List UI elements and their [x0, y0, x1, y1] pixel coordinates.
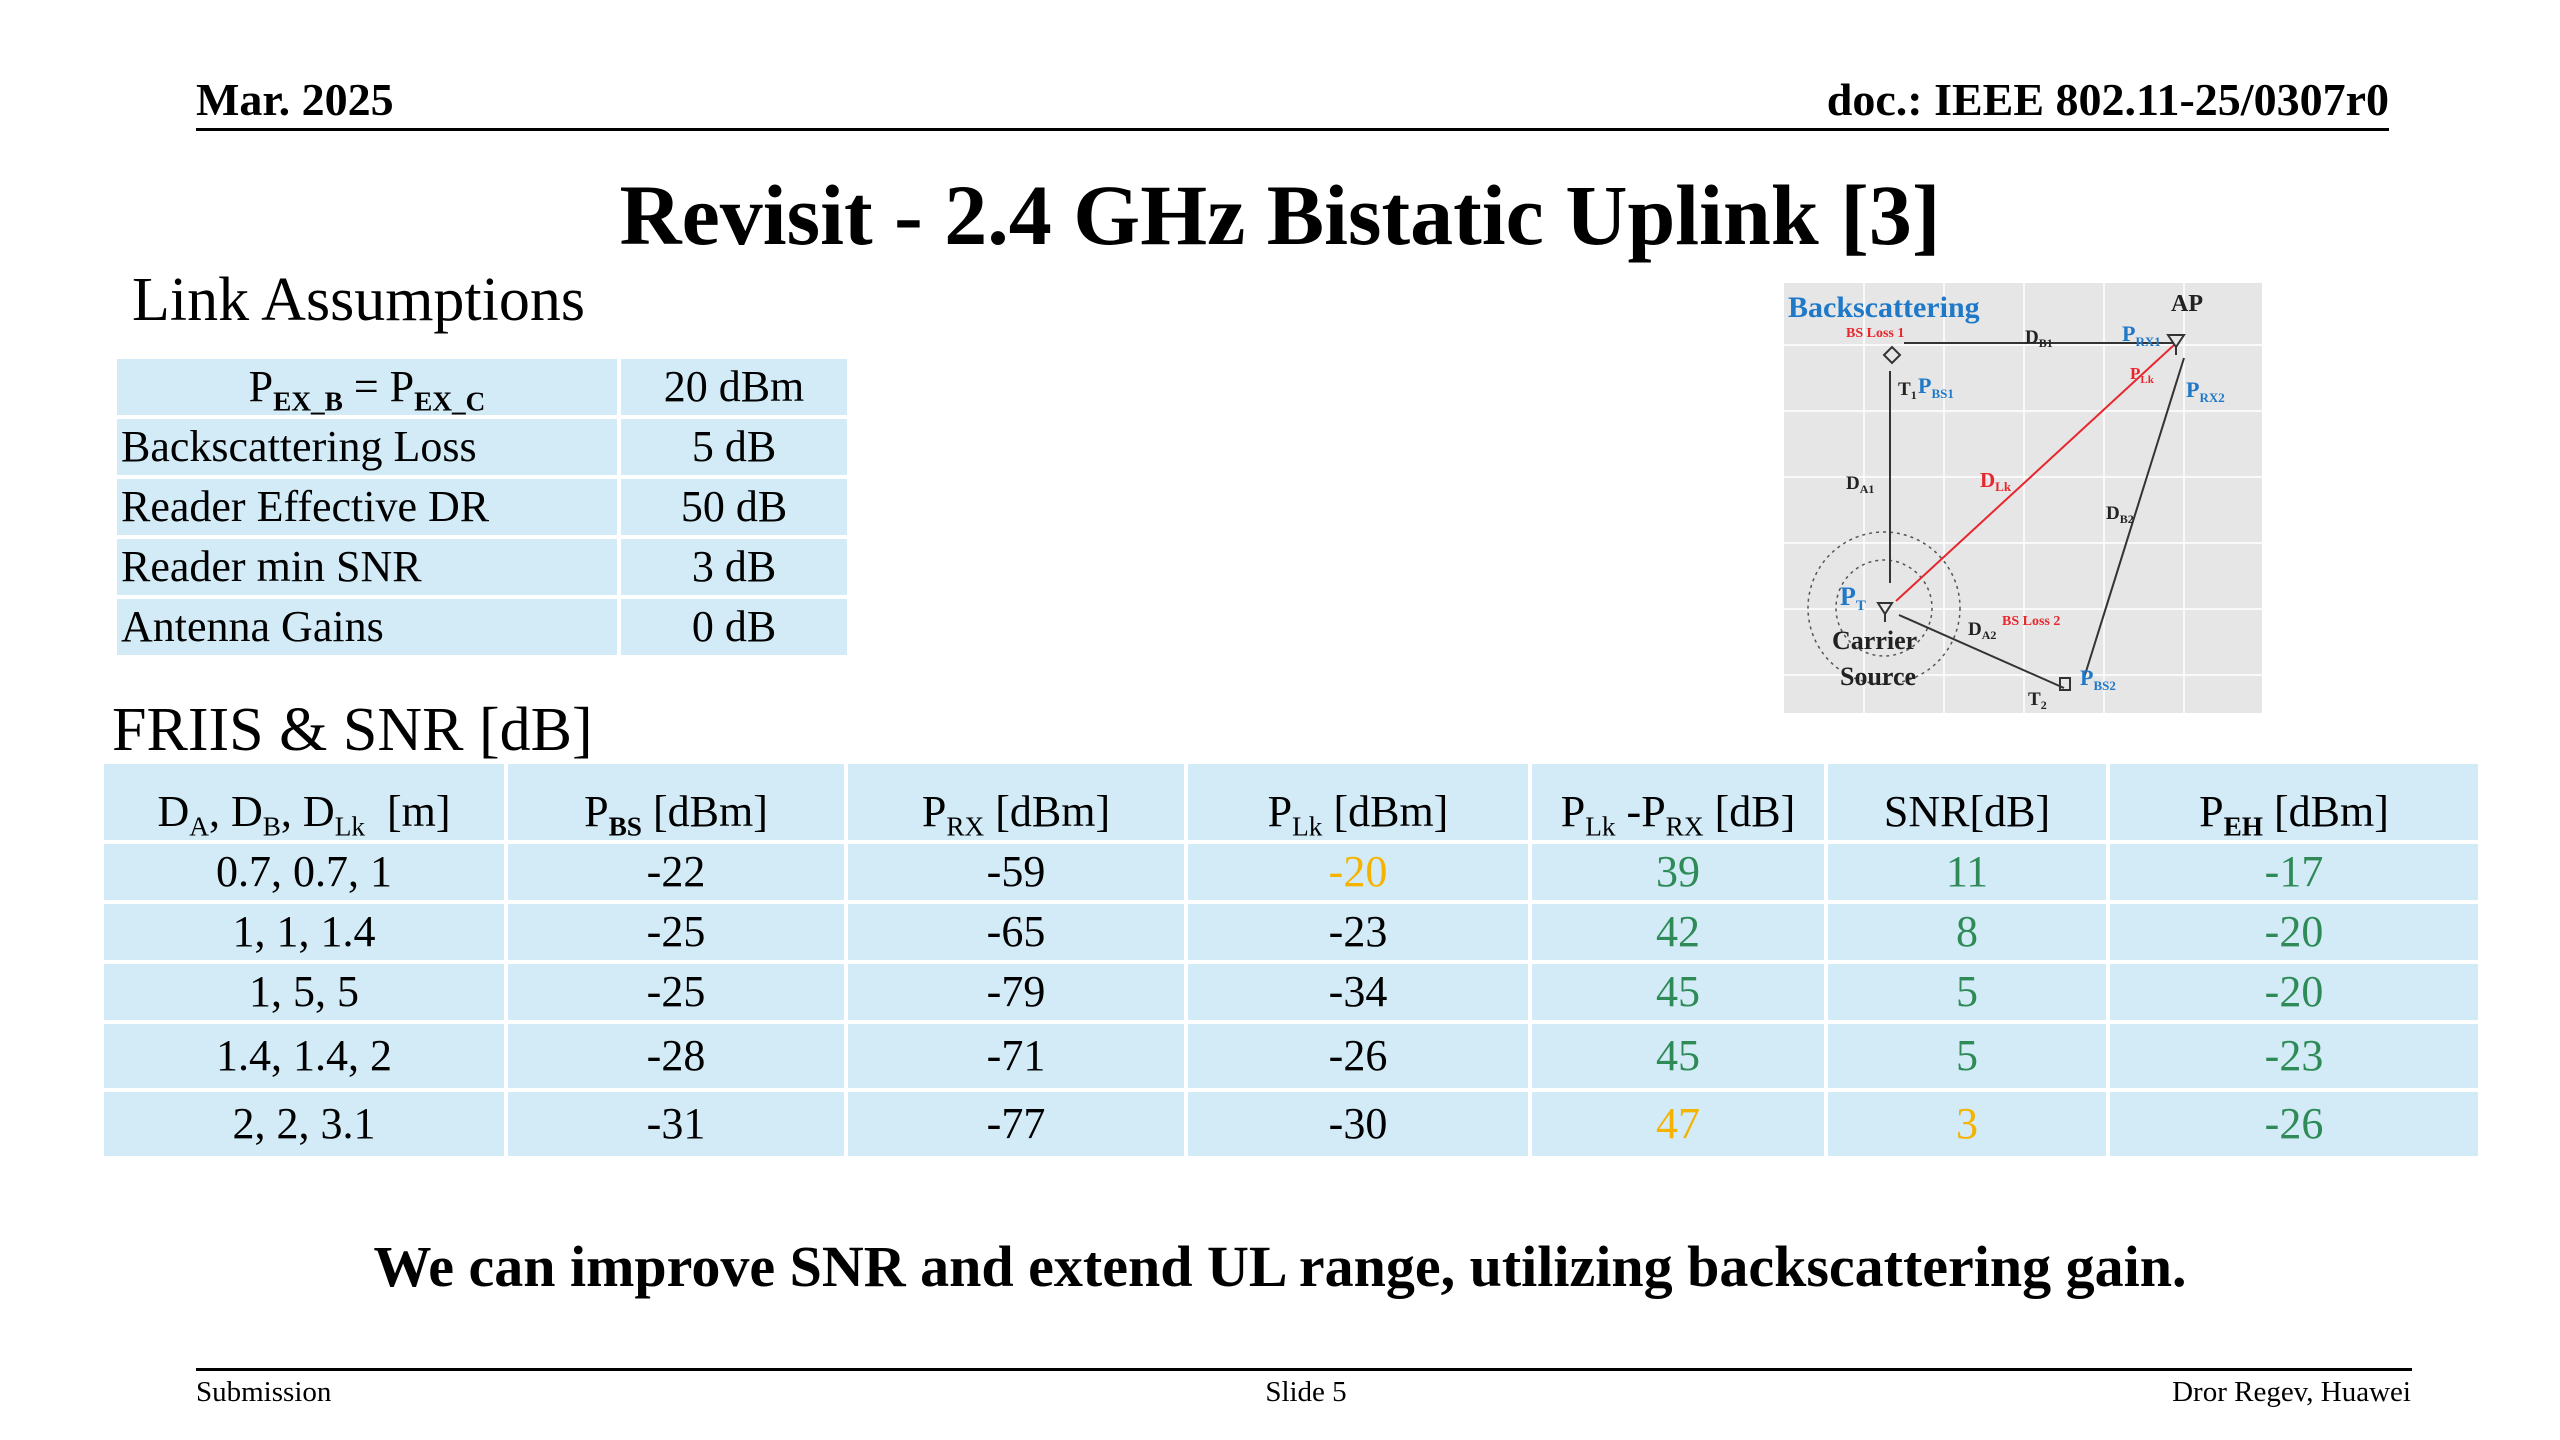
assumption-label: Reader Effective DR — [117, 479, 617, 535]
cell-plk-prx: 47 — [1532, 1092, 1824, 1156]
link-assumptions-table — [113, 355, 851, 659]
table-row — [104, 1092, 2478, 1156]
assumption-value: 5 dB — [621, 419, 847, 475]
carrier-label: Carrier — [1832, 626, 1918, 655]
col-header-peh: $P_{EH}$ [dBm] — [2110, 764, 2478, 840]
cell-snr: 5 — [1828, 1024, 2106, 1088]
table-row — [104, 844, 2478, 900]
cell-pbs: -25 — [508, 964, 844, 1020]
header-date: Mar. 2025 — [196, 74, 394, 125]
assumption-label: Reader min SNR — [117, 539, 617, 595]
assumption-value: 0 dB — [621, 599, 847, 655]
cell-distances: 1.4, 1.4, 2 — [104, 1024, 504, 1088]
cell-prx: -71 — [848, 1024, 1184, 1088]
friis-heading: FRIIS & SNR [dB] — [112, 696, 593, 764]
friis-table-body — [104, 844, 2478, 1156]
cell-distances: 2, 2, 3.1 — [104, 1092, 504, 1156]
footer-divider — [196, 1368, 2412, 1371]
dlk-label: DLk — [1980, 468, 2012, 494]
col-header-snr: SNR[dB] — [1828, 764, 2106, 840]
source-label: Source — [1840, 662, 1917, 691]
assumption-value: 50 dB — [621, 479, 847, 535]
assumption-label: Antenna Gains — [117, 599, 617, 655]
assumption-label: Backscattering Loss — [117, 419, 617, 475]
prx2-label: $P_{RX2}$ — [2186, 377, 2225, 405]
cell-peh: -20 — [2110, 964, 2478, 1020]
cell-prx: -77 — [848, 1092, 1184, 1156]
bs-loss-2-label: BS Loss 2 — [2002, 614, 2061, 629]
cell-peh: -26 — [2110, 1092, 2478, 1156]
table-row — [104, 1024, 2478, 1088]
cell-prx: -79 — [848, 964, 1184, 1020]
db1-label: $D_{B1}$ — [2025, 327, 2053, 350]
friis-snr-table — [100, 760, 2482, 1160]
cell-plk: -30 — [1188, 1092, 1528, 1156]
t1-label: $T_1$ — [1898, 379, 1917, 402]
pbs2-label: $P_{BS2}$ — [2080, 665, 2116, 693]
backscattering-diagram — [1784, 283, 2262, 713]
col-header-plk: $P_{Lk}$ [dBm] — [1188, 764, 1528, 840]
cell-pbs: -31 — [508, 1092, 844, 1156]
header-divider — [196, 128, 2389, 131]
cell-plk: -20 — [1188, 844, 1528, 900]
col-header-distances: $D_A$, $D_B$, $D_{Lk}$ [m] — [104, 764, 504, 840]
conclusion-statement: We can improve SNR and extend UL range, utilizing backscattering gain. — [373, 1234, 2187, 1299]
cell-peh: -23 — [2110, 1024, 2478, 1088]
prx1-label: $P_{RX1}$ — [2122, 321, 2161, 349]
assumption-label-eq: = P — [342, 362, 415, 411]
assumption-label-p: P — [248, 362, 274, 411]
da2-label: $D_{A2}$ — [1968, 619, 1997, 642]
pbs1-label: $P_{BS1}$ — [1918, 373, 1954, 401]
cell-prx: -65 — [848, 904, 1184, 960]
footer-author: Dror Regev, Huawei — [2172, 1376, 2411, 1408]
cell-plk-prx: 45 — [1532, 1024, 1824, 1088]
cell-plk-prx: 39 — [1532, 844, 1824, 900]
table-row — [104, 964, 2478, 1020]
cell-pbs: -25 — [508, 904, 844, 960]
slide-title: Revisit - 2.4 GHz Bistatic Uplink [3] — [619, 167, 1941, 263]
cell-plk: -34 — [1188, 964, 1528, 1020]
db2-label: $D_{B2}$ — [2106, 503, 2134, 526]
footer-submission: Submission — [196, 1376, 332, 1408]
cell-snr: 8 — [1828, 904, 2106, 960]
t2-label: $T_2$ — [2028, 689, 2047, 712]
cell-plk: -23 — [1188, 904, 1528, 960]
plk-label: $P_{Lk}$ — [2130, 364, 2154, 386]
cell-distances: 0.7, 0.7, 1 — [104, 844, 504, 900]
cell-snr: 11 — [1828, 844, 2106, 900]
col-header-prx: $P_{RX}$ [dBm] — [848, 764, 1184, 840]
cell-plk-prx: 45 — [1532, 964, 1824, 1020]
footer-slide-number: Slide 5 — [1265, 1376, 1347, 1408]
pt-label: PT — [1840, 582, 1866, 614]
header-doc-number: doc.: IEEE 802.11-25/0307r0 — [1826, 74, 2389, 125]
cell-plk: -26 — [1188, 1024, 1528, 1088]
diagram-title: Backscattering — [1788, 291, 1980, 324]
assumption-label — [117, 359, 617, 415]
cell-distances: 1, 1, 1.4 — [104, 904, 504, 960]
cell-snr: 5 — [1828, 964, 2106, 1020]
ap-label: AP — [2171, 291, 2203, 317]
assumption-sub-exb: EX_B — [273, 386, 343, 417]
cell-pbs: -22 — [508, 844, 844, 900]
col-header-plk-prx: $P_{Lk}$ $-P_{RX}$ [dB] — [1532, 764, 1824, 840]
friis-header-row — [104, 764, 2478, 840]
cell-distances: 1, 5, 5 — [104, 964, 504, 1020]
cell-pbs: -28 — [508, 1024, 844, 1088]
assumption-value: 3 dB — [621, 539, 847, 595]
assumption-row — [117, 599, 847, 655]
assumption-sub-exc: EX_C — [414, 386, 486, 417]
cell-snr: 3 — [1828, 1092, 2106, 1156]
cell-plk-prx: 42 — [1532, 904, 1824, 960]
cell-peh: -17 — [2110, 844, 2478, 900]
cell-prx: -59 — [848, 844, 1184, 900]
link-assumptions-heading: Link Assumptions — [132, 266, 586, 334]
da1-label: $D_{A1}$ — [1846, 473, 1875, 496]
cell-peh: -20 — [2110, 904, 2478, 960]
table-row — [104, 904, 2478, 960]
assumption-row — [117, 539, 847, 595]
assumption-row — [117, 419, 847, 475]
assumption-row — [117, 359, 847, 415]
bs-loss-1-label: BS Loss 1 — [1846, 326, 1905, 341]
assumption-row — [117, 479, 847, 535]
col-header-pbs: $P_{BS}$ [dBm] — [508, 764, 844, 840]
assumption-value: 20 dBm — [621, 359, 847, 415]
